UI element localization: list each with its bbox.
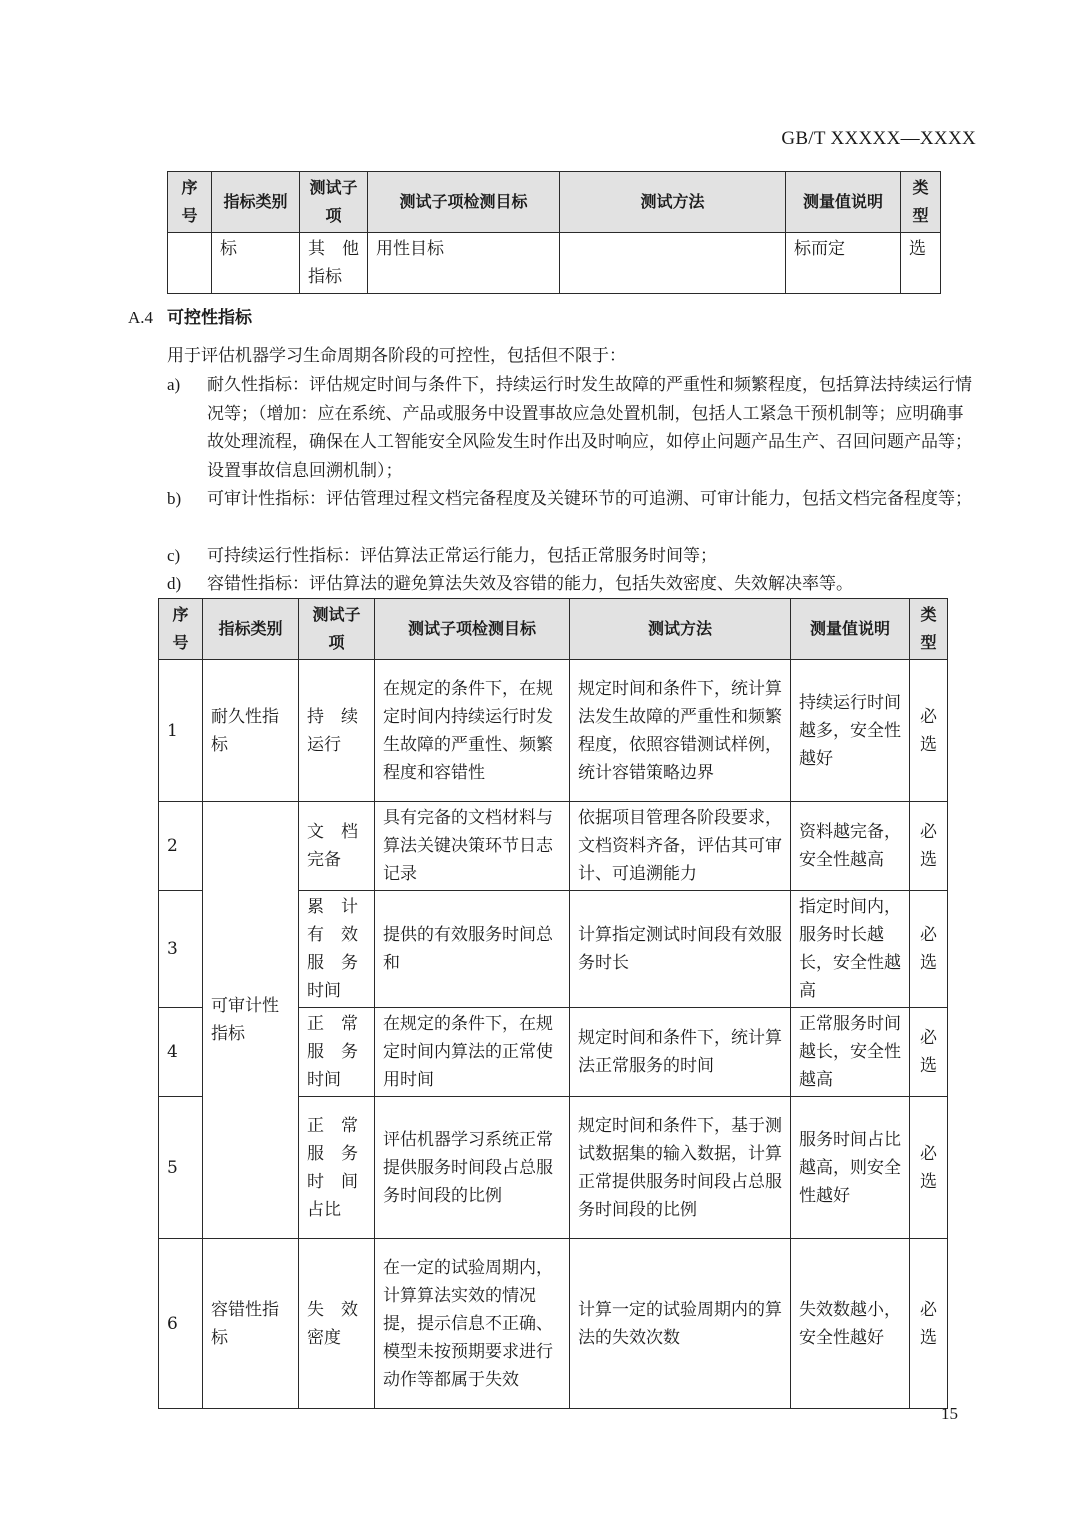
cell-target: 提供的有效服务时间总和 xyxy=(375,891,570,1008)
cell-target: 用性目标 xyxy=(368,233,560,294)
cell-seq xyxy=(168,233,212,294)
cell-type: 必选 xyxy=(910,660,948,802)
cell-method: 规定时间和条件下，基于测试数据集的输入数据，计算正常提供服务时间段占总服务时间段的比例 xyxy=(570,1097,791,1239)
cell-category: 标 xyxy=(212,233,300,294)
table-row xyxy=(168,233,941,294)
page-number: 15 xyxy=(941,1404,958,1423)
cell-method: 依据项目管理各阶段要求，文档资料齐备，评估其可审计、可追溯能力 xyxy=(570,802,791,891)
cell-type: 必选 xyxy=(910,1097,948,1239)
col-header-measure: 测量值说明 xyxy=(786,172,901,233)
cell-seq: 2 xyxy=(159,802,203,891)
cell-category: 耐久性指标 xyxy=(203,660,299,802)
cell-method: 计算指定测试时间段有效服务时长 xyxy=(570,891,791,1008)
list-text: 可审计性指标：评估管理过程文档完备程度及关键环节的可追溯、可审计能力，包括文档完备程度等； xyxy=(207,489,972,509)
cell-subitem: 正 常服 务时 间占比 xyxy=(299,1097,375,1239)
cell-subitem: 正 常服 务时间 xyxy=(299,1008,375,1097)
intro-paragraph: 用于评估机器学习生命周期各阶段的可控性，包括但不限于： xyxy=(167,346,626,366)
col-header-method: 测试方法 xyxy=(570,599,791,660)
cell-seq: 5 xyxy=(159,1097,203,1239)
col-header-category: 指标类别 xyxy=(203,599,299,660)
cell-category: 容错性指标 xyxy=(203,1239,299,1409)
col-header-target: 测试子项检测目标 xyxy=(375,599,570,660)
col-header-type: 类型 xyxy=(901,172,941,233)
cell-subitem: 累 计有 效服 务时间 xyxy=(299,891,375,1008)
cell-target: 在一定的试验周期内，计算算法实效的情况提，提示信息不正确、模型未按预期要求进行动作等都属于失效 xyxy=(375,1239,570,1409)
col-header-target: 测试子项检测目标 xyxy=(368,172,560,233)
col-header-type: 类型 xyxy=(910,599,948,660)
col-header-seq: 序号 xyxy=(159,599,203,660)
section-number: A.4 xyxy=(128,308,154,327)
cell-type: 选 xyxy=(901,233,941,294)
cell-target: 评估机器学习系统正常提供服务时间段占总服务时间段的比例 xyxy=(375,1097,570,1239)
table-row xyxy=(159,660,948,802)
cell-subitem: 持 续运行 xyxy=(299,660,375,802)
cell-measure: 指定时间内，服务时长越长，安全性越高 xyxy=(791,891,910,1008)
section-heading xyxy=(128,303,252,328)
col-header-method: 测试方法 xyxy=(560,172,786,233)
cell-measure: 失效数越小，安全性越好 xyxy=(791,1239,910,1409)
cell-measure: 标而定 xyxy=(786,233,901,294)
cell-target: 具有完备的文档材料与算法关键决策环节日志记录 xyxy=(375,802,570,891)
cell-method xyxy=(560,233,786,294)
cell-method: 规定时间和条件下，统计算法发生故障的严重性和频繁程度，依照容错测试样例，统计容错策略边界 xyxy=(570,660,791,802)
cell-target: 在规定的条件下，在规定时间内算法的正常使用时间 xyxy=(375,1008,570,1097)
list-item xyxy=(167,542,977,571)
cell-type: 必选 xyxy=(910,802,948,891)
col-header-measure: 测量值说明 xyxy=(791,599,910,660)
list-text: 可持续运行性指标：评估算法正常运行能力，包括正常服务时间等； xyxy=(207,546,717,566)
cell-seq: 6 xyxy=(159,1239,203,1409)
cell-category: 可审计性指标 xyxy=(203,802,299,1239)
list-text: 耐久性指标：评估规定时间与条件下，持续运行时发生故障的严重性和频繁程度，包括算法持续运行情况等；（增加：应在系统、产品或服务中设置事故应急处置机制，包括人工紧急干预机制等；应明确事故处理流程，确保在人工智能安全风险发生时作出及时响应，如停止问题产品生产、召回问题产品等；设置事故信息回溯机制）； xyxy=(207,375,972,481)
col-header-subitem: 测试子项 xyxy=(299,599,375,660)
cell-method: 计算一定的试验周期内的算法的失效次数 xyxy=(570,1239,791,1409)
cell-measure: 资料越完备，安全性越高 xyxy=(791,802,910,891)
cell-subitem: 其 他指标 xyxy=(300,233,368,294)
list-item xyxy=(167,570,977,599)
cell-seq: 3 xyxy=(159,891,203,1008)
list-label: d) xyxy=(167,574,182,593)
cell-seq: 1 xyxy=(159,660,203,802)
table-row xyxy=(159,1239,948,1409)
table-row xyxy=(159,802,948,891)
cell-type: 必选 xyxy=(910,1008,948,1097)
cell-seq: 4 xyxy=(159,1008,203,1097)
cell-type: 必选 xyxy=(910,1239,948,1409)
col-header-subitem: 测试子项 xyxy=(300,172,368,233)
col-header-seq: 序号 xyxy=(168,172,212,233)
table-continued xyxy=(167,171,941,294)
cell-measure: 正常服务时间越长，安全性越高 xyxy=(791,1008,910,1097)
list-label: c) xyxy=(167,546,181,565)
cell-subitem: 失 效密度 xyxy=(299,1239,375,1409)
cell-subitem: 文 档完备 xyxy=(299,802,375,891)
cell-method: 规定时间和条件下，统计算法正常服务的时间 xyxy=(570,1008,791,1097)
cell-measure: 服务时间占比越高，则安全性越好 xyxy=(791,1097,910,1239)
cell-type: 必选 xyxy=(910,891,948,1008)
list-item xyxy=(167,485,977,514)
list-label: a) xyxy=(167,375,181,394)
standard-code: GB/T XXXXX—XXXX xyxy=(781,128,976,149)
section-title: 可控性指标 xyxy=(167,308,253,328)
list-item xyxy=(167,371,977,485)
cell-target: 在规定的条件下，在规定时间内持续运行时发生故障的严重性、频繁程度和容错性 xyxy=(375,660,570,802)
list-label: b) xyxy=(167,489,182,508)
controllability-table xyxy=(158,598,948,1409)
cell-measure: 持续运行时间越多，安全性越好 xyxy=(791,660,910,802)
list-text: 容错性指标：评估算法的避免算法失效及容错的能力，包括失效密度、失效解决率等。 xyxy=(207,574,853,594)
col-header-category: 指标类别 xyxy=(212,172,300,233)
